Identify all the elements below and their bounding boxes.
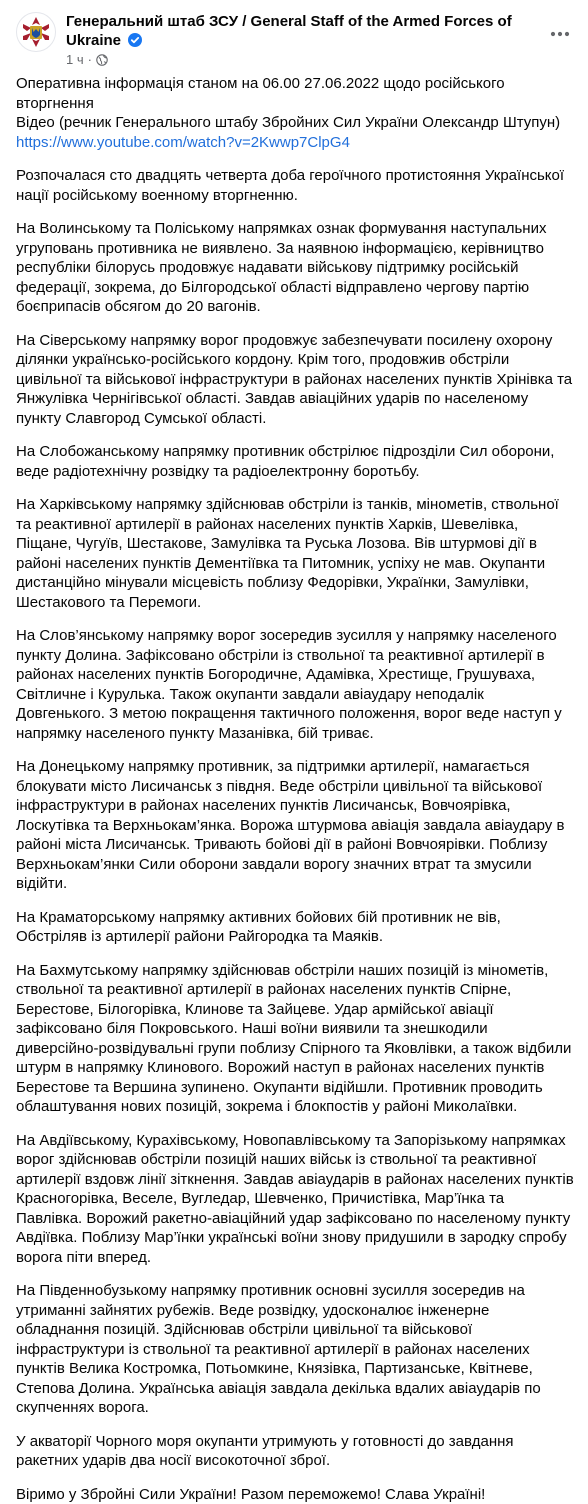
more-dots-icon xyxy=(550,31,570,37)
post-paragraph: На Авдіївському, Курахівському, Новопавлівському та Запорізькому напрямках ворог здійснював обстріли позицій наших військ із ствольної та реактивної артилерії вздовж лінії зіткнення. Завдав авіаударів в районах населених пунктів Красногорівка, Веселе, Вугледар, Шевченко, Причистівка, Мар’їнка та Павлівка. Ворожий ракетно-авіаційний удар зафіксовано по населеному пункту Авдіївка. Поблизу Мар’їнки українські воїни знову придушили в зародку спробу ворога піти вперед. xyxy=(16,1131,574,1268)
page-name[interactable]: Генеральний штаб ЗСУ / General Staff of the Armed Forces of Ukraine xyxy=(66,13,512,49)
post-paragraph: Розпочалася сто двадцять четверта доба героїчного протистояння Української нації російському военному вторгненню. xyxy=(16,166,574,205)
globe-icon[interactable] xyxy=(96,54,108,66)
post-options-button[interactable] xyxy=(542,16,578,52)
armed-forces-emblem-icon xyxy=(21,16,51,48)
post-paragraph: На Краматорському напрямку активних бойових бій противник не вів, Обстріляв із артилерії райони Райгородка та Маяків. xyxy=(16,908,574,947)
post-paragraph: На Харківському напрямку здійснював обстріли із танків, мінометів, ствольної та реактивної артилерії в районах населених пунктів Харків, Шевелівка, Піщане, Чугуїв, Шестакове, Замулівка та Руська Лозова. Вів штурмові дії в районі населених пунктів Дементіївка та Питомник, успіху не мав. Окупанти дистанційно мінували місцевість поблизу Федорівки, Українки, Замулівки, Шестакового та Перемоги. xyxy=(16,495,574,612)
post-body xyxy=(16,72,574,1504)
post-paragraph: Віримо у Збройні Сили України! Разом переможемо! Слава Україні! xyxy=(16,1485,574,1504)
page-avatar[interactable] xyxy=(16,12,56,52)
youtube-link[interactable]: https://www.youtube.com/watch?v=2Kwwp7ClpG4 xyxy=(16,134,350,151)
post-header xyxy=(16,10,574,72)
verified-badge-icon xyxy=(128,33,142,47)
post-paragraph: На Слобожанському напрямку противник обстрілює підрозділи Сил оборони, веде радіотехнічну розвідку та радіоелектронну боротьбу. xyxy=(16,442,574,481)
intro-video-note: Відео (речник Генерального штабу Збройних Сил України Олександр Штупун) xyxy=(16,113,574,133)
post-paragraph: У акваторії Чорного моря окупанти утримують у готовності до завдання ракетних ударів два носії високоточної зброї. xyxy=(16,1432,574,1471)
post-paragraph: На Слов’янському напрямку ворог зосередив зусилля у напрямку населеного пункту Долина. Зафіксовано обстріли із ствольної та реактивної артилерії в районах населених пунктів Богородичне, Адамівка, Хрестище, Грушуваха, Світличне і Курулька. Також окупанти завдали авіаудару неподалік Довгенького. З метою покращення тактичного положення, ворог веде наступ у напрямку населеного пункту Мазанівка, бій триває. xyxy=(16,626,574,743)
post-paragraph: На Донецькому напрямку противник, за підтримки артилерії, намагається блокувати місто Лисичанськ з півдня. Веде обстріли цивільної та військової інфраструктури в районах населених пунктів Лисичанськ, Вовчоярівка, Лоскутівка та Верхньокам’янка. Ворожа штурмова авіація завдала авіаудару в районі міста Лисичанськ. Тривають бойові дії в районі Вовчоярівки. Поблизу Верхньокам’янки Сили оборони завдали ворогу значних втрат та змусили відійти. xyxy=(16,757,574,894)
intro-title: Оперативна інформація станом на 06.00 27.06.2022 щодо російського вторгнення xyxy=(16,74,574,113)
post-paragraph: На Південнобузькому напрямку противник основні зусилля зосередив на утриманні зайнятих рубежів. Веде розвідку, удосконалює інженерне обладнання позицій. Здійснював обстріли цивільної та військової інфраструктури із ствольної та реактивної артилерії в районах населених пунктів Велика Костромка, Потьомкине, Князівка, Партизанське, Квітневе, Степова Долина. Українська авіація завдала декілька вдалих авіаударів по скупченнях ворога. xyxy=(16,1281,574,1418)
post-intro xyxy=(16,74,574,152)
page-name-link[interactable] xyxy=(66,12,542,50)
post-paragraph: На Сіверському напрямку ворог продовжує забезпечувати посилену охорону ділянки українсько-російського кордону. Крім того, продовжив обстріли цивільної та військової інфраструктури в районах населених пунктів Хрінівка та Янжулівка Чернігівської області. Завдав авіаційних ударів по населеному пункту Славгород Сумської області. xyxy=(16,331,574,429)
post-paragraph: На Волинському та Поліському напрямках ознак формування наступальних угруповань противника не виявлено. За наявною інформацією, керівництво республіки білорусь продовжує надавати військову підтримку російській федерації, зокрема, до Білгородської області відправлено чергову партію боєприпасів обсягом до 20 вагонів. xyxy=(16,219,574,317)
post-timestamp[interactable]: 1 ч xyxy=(66,52,84,67)
meta-separator: · xyxy=(88,52,92,67)
post-meta xyxy=(66,52,542,67)
post-paragraph: На Бахмутському напрямку здійснював обстріли наших позицій із мінометів, ствольної та реактивної артилерії в районах населених пунктів Спірне, Берестове, Білогорівка, Клинове та Зайцеве. Удар армійської авіації зафіксовано біля Покровського. Наші воїни виявили та знешкодили диверсійно-розвідувальні групи поблизу Спірного та Яковлівки, а також відбили штурм в напрямку Клинового. Ворожий наступ в районах населених пунктів Берестове та Вершина зупинено. Окупанти відійшли. Противник проводить облаштування нових позицій, зокрема і блокпостів у районі Миколаївки. xyxy=(16,961,574,1117)
